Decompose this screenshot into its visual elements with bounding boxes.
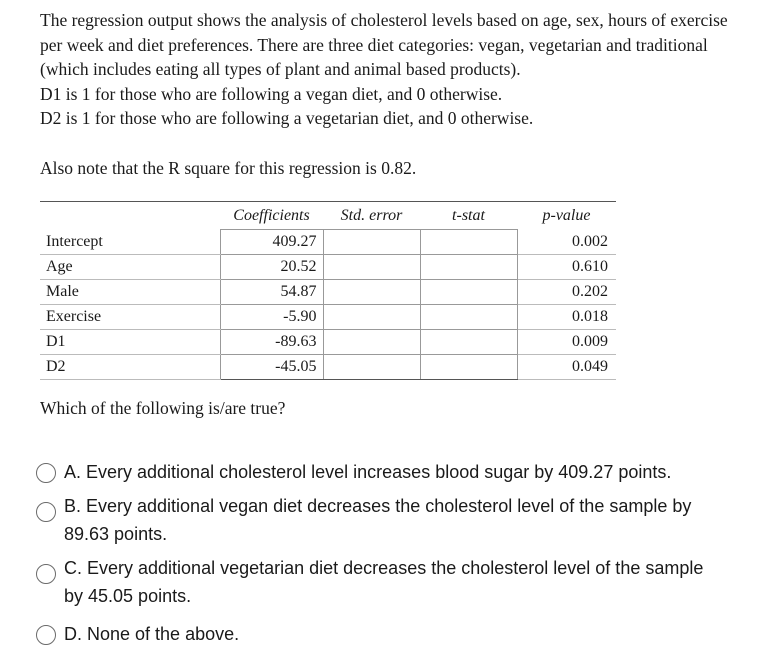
row-label: Male [40,280,220,305]
option-text-continued: 89.63 points. [64,524,168,544]
header-label [40,202,220,230]
row-std-error [323,305,420,330]
option-text: C. Every additional vegetarian diet decreases the cholesterol level of the sample [64,558,704,578]
radio-button[interactable] [36,625,56,645]
table-row [40,280,616,305]
radio-button[interactable] [36,502,56,522]
radio-button[interactable] [36,463,56,483]
option-text: D. None of the above. [64,624,240,644]
row-coefficient: -45.05 [220,355,323,380]
row-label: D2 [40,355,220,380]
table-row [40,305,616,330]
row-std-error [323,355,420,380]
r-square-note: Also note that the R square for this regression is 0.82. [40,158,417,178]
option-text-continued: by 45.05 points. [64,586,192,606]
header-t-stat: t-stat [452,206,485,224]
header-coefficients: Coefficients [233,206,310,224]
radio-button[interactable] [36,564,56,584]
row-t-stat [420,305,517,330]
regression-table [40,201,616,380]
row-t-stat [420,230,517,255]
row-p-value: 0.002 [517,230,616,255]
row-t-stat [420,330,517,355]
table-row [40,255,616,280]
row-p-value: 0.610 [517,255,616,280]
row-label: Age [40,255,220,280]
row-coefficient: -5.90 [220,305,323,330]
option-text: B. Every additional vegan diet decreases the cholesterol level of the sample by [64,496,692,516]
row-t-stat [420,355,517,380]
option-text: A. Every additional cholesterol level increases blood sugar by 409.27 points. [64,462,672,482]
row-std-error [323,230,420,255]
table-header-row [40,202,616,230]
header-p-value: p-value [542,206,591,224]
row-std-error [323,255,420,280]
row-label: Intercept [40,230,220,255]
row-std-error [323,330,420,355]
question-intro [40,8,752,131]
row-coefficient: -89.63 [220,330,323,355]
row-coefficient: 409.27 [220,230,323,255]
intro-d2-definition: D2 is 1 for those who are following a vegetarian diet, and 0 otherwise. [40,108,534,128]
question-prompt: Which of the following is/are true? [40,398,286,418]
row-coefficient: 20.52 [220,255,323,280]
row-p-value: 0.018 [517,305,616,330]
row-t-stat [420,255,517,280]
table-row [40,330,616,355]
table-row [40,230,616,255]
intro-paragraph: The regression output shows the analysis of cholesterol levels based on age, sex, hours of exercise per week and diet preferences. There are three diet categories: vegan, vegetarian and traditional (which includes eating all types of plant and animal based products). [40,10,728,79]
intro-d1-definition: D1 is 1 for those who are following a vegan diet, and 0 otherwise. [40,83,503,104]
row-t-stat [420,280,517,305]
table-row [40,355,616,380]
row-p-value: 0.049 [517,355,616,380]
header-std-error: Std. error [340,206,403,224]
row-label: Exercise [40,305,220,330]
row-p-value: 0.009 [517,330,616,355]
row-coefficient: 54.87 [220,280,323,305]
row-label: D1 [40,330,220,355]
row-std-error [323,280,420,305]
row-p-value: 0.202 [517,280,616,305]
